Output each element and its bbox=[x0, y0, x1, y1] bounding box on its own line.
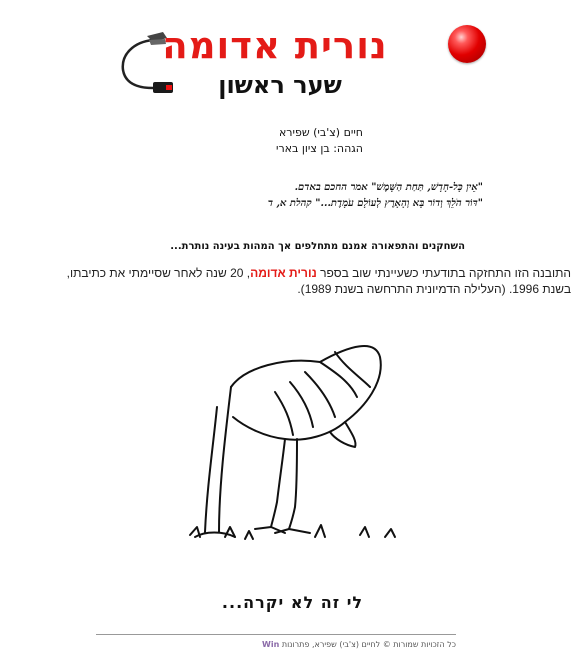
footer-text: כל הזכויות שמורות © לחיים (צ'בי) שפירא, פתרונות bbox=[281, 640, 456, 649]
paragraph-part-3: (העלילה הדמיונית התרחשה בשנת 1989). bbox=[297, 282, 506, 296]
paragraph-part-2: , 20 שנה לאחר שסיימתי את כתיבתו, בשנת 1996. bbox=[66, 266, 571, 296]
page-title: נורית אדומה bbox=[162, 24, 388, 67]
paragraph-part-1: התובנה הזו התחזקה בתודעתי כשעיינתי שוב בספר bbox=[316, 266, 571, 280]
footer-brand[interactable]: Win bbox=[262, 640, 280, 649]
intro-paragraph bbox=[61, 265, 571, 297]
footer bbox=[96, 640, 456, 650]
ostrich-illustration bbox=[185, 327, 405, 547]
bottom-caption: לי זה לא יקרה... bbox=[221, 593, 364, 612]
book-title-highlight: נורית אדומה bbox=[250, 266, 317, 280]
footer-divider bbox=[96, 634, 456, 635]
quote-line-2: "דּוֹר הֹלֵךְ וְדוֹר בָּא וְהָאָרֶץ לְעוֹלָם עֹמָדֶת..." קהלת א, ד bbox=[267, 198, 483, 209]
page-subtitle: שער ראשון bbox=[218, 71, 342, 99]
tagline: השחקנים והתפאורה אמנם מתחלפים אך המהות בעינה נותרת... bbox=[170, 241, 465, 252]
quote-line-1: "אֵין כָּל-חָדָשׁ, תַּחַת הַשָּׁמֶשׁ" אמר החכם באדם. bbox=[294, 182, 483, 193]
author-credit: חיים (צ'בי) שפירא bbox=[278, 126, 363, 139]
editor-credit: הגהה: בן ציון בארי bbox=[275, 142, 363, 155]
red-indicator-button[interactable] bbox=[448, 25, 486, 63]
